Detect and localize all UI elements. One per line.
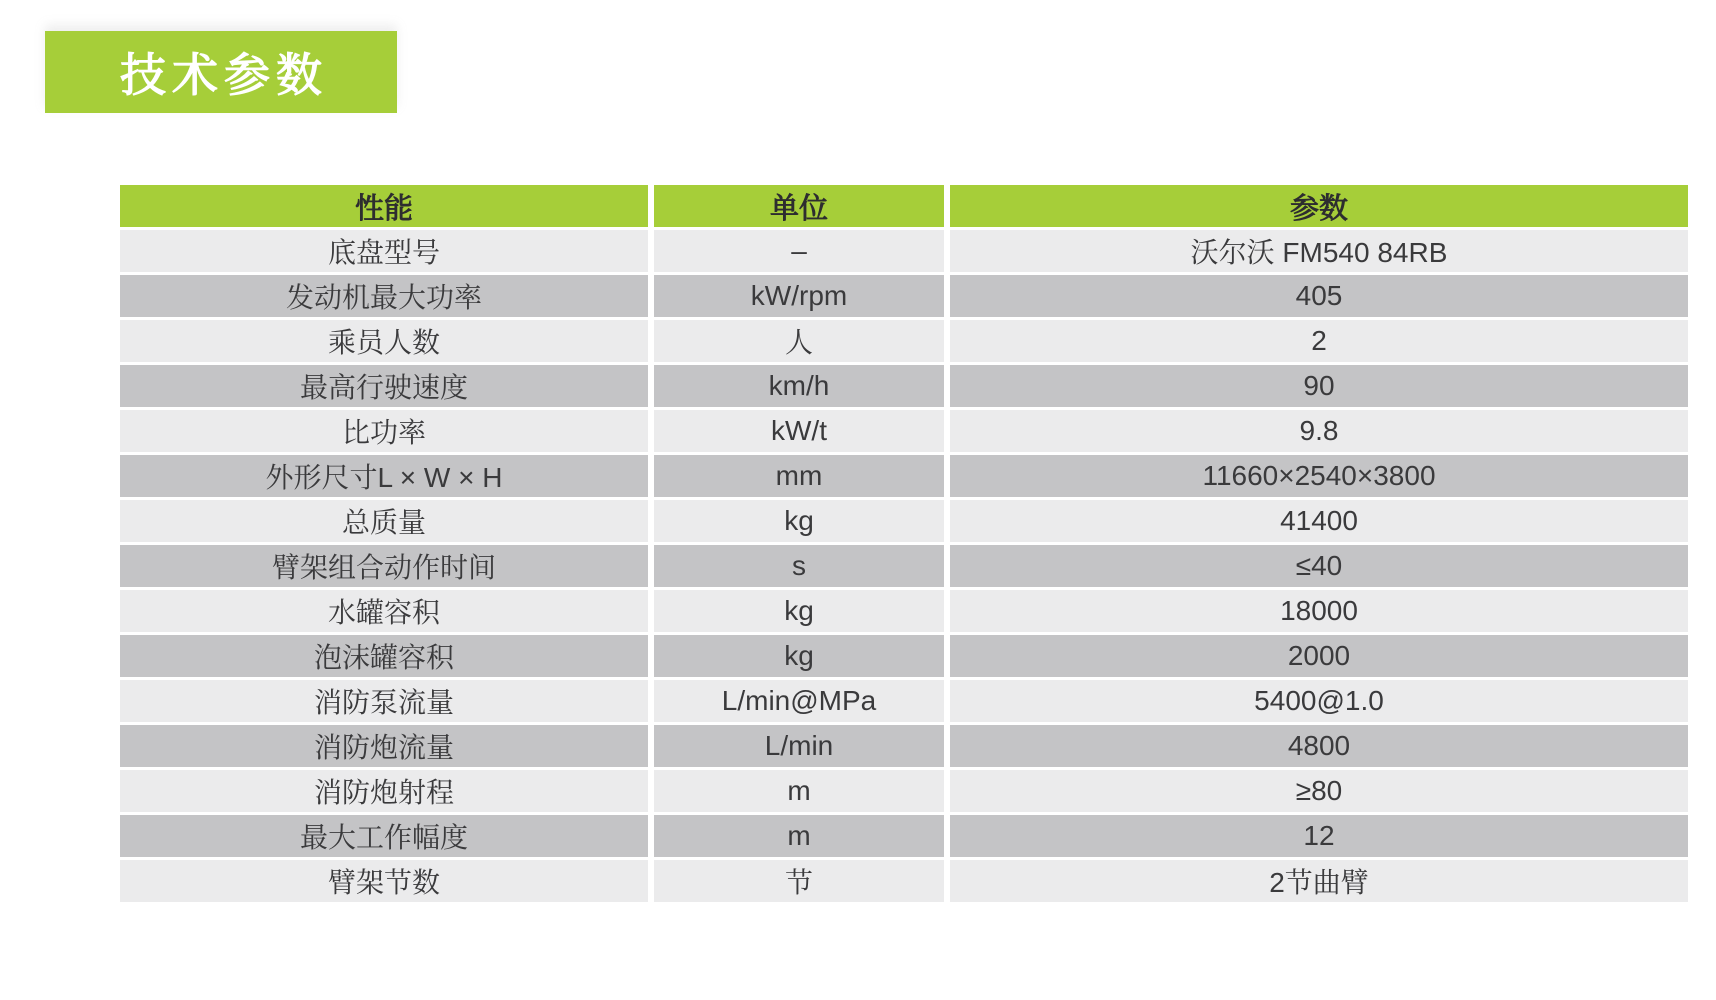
cell-performance: 消防泵流量: [120, 680, 654, 725]
cell-unit: kW/rpm: [654, 275, 950, 320]
cell-performance: 最大工作幅度: [120, 815, 654, 860]
cell-unit: kg: [654, 500, 950, 545]
column-header-performance: 性能: [120, 185, 654, 230]
table-row: [120, 455, 1688, 500]
cell-performance: 水罐容积: [120, 590, 654, 635]
cell-unit: 节: [654, 860, 950, 905]
table-row: [120, 815, 1688, 860]
cell-unit: 人: [654, 320, 950, 365]
spec-table-header: [120, 185, 1688, 230]
table-row: [120, 680, 1688, 725]
cell-performance: 乘员人数: [120, 320, 654, 365]
cell-parameter: 2000: [950, 635, 1688, 680]
cell-parameter: 405: [950, 275, 1688, 320]
cell-performance: 消防炮流量: [120, 725, 654, 770]
cell-parameter: ≥80: [950, 770, 1688, 815]
header-row: [120, 185, 1688, 230]
cell-parameter: 2节曲臂: [950, 860, 1688, 905]
table-row: [120, 725, 1688, 770]
cell-unit: kg: [654, 635, 950, 680]
spec-table: [120, 185, 1688, 905]
cell-unit: L/min: [654, 725, 950, 770]
cell-parameter: ≤40: [950, 545, 1688, 590]
cell-performance: 外形尺寸L × W × H: [120, 455, 654, 500]
cell-performance: 消防炮射程: [120, 770, 654, 815]
table-row: [120, 770, 1688, 815]
cell-unit: kg: [654, 590, 950, 635]
cell-unit: s: [654, 545, 950, 590]
cell-parameter: 18000: [950, 590, 1688, 635]
table-row: [120, 545, 1688, 590]
cell-parameter: 11660×2540×3800: [950, 455, 1688, 500]
table-row: [120, 635, 1688, 680]
cell-unit: –: [654, 230, 950, 275]
cell-performance: 底盘型号: [120, 230, 654, 275]
table-row: [120, 860, 1688, 905]
cell-unit: m: [654, 770, 950, 815]
cell-parameter: 沃尔沃 FM540 84RB: [950, 230, 1688, 275]
table-row: [120, 275, 1688, 320]
cell-parameter: 2: [950, 320, 1688, 365]
cell-performance: 发动机最大功率: [120, 275, 654, 320]
cell-parameter: 12: [950, 815, 1688, 860]
section-title-badge: [45, 31, 397, 113]
cell-unit: m: [654, 815, 950, 860]
cell-performance: 臂架组合动作时间: [120, 545, 654, 590]
table-row: [120, 320, 1688, 365]
table-row: [120, 500, 1688, 545]
cell-performance: 比功率: [120, 410, 654, 455]
cell-performance: 泡沫罐容积: [120, 635, 654, 680]
cell-unit: L/min@MPa: [654, 680, 950, 725]
cell-parameter: 4800: [950, 725, 1688, 770]
table-row: [120, 230, 1688, 275]
section-title: 技术参数: [120, 49, 328, 101]
column-header-parameter: 参数: [950, 185, 1688, 230]
spec-table-body: [120, 230, 1688, 905]
cell-performance: 臂架节数: [120, 860, 654, 905]
cell-parameter: 5400@1.0: [950, 680, 1688, 725]
table-row: [120, 410, 1688, 455]
cell-parameter: 41400: [950, 500, 1688, 545]
cell-performance: 最高行驶速度: [120, 365, 654, 410]
cell-parameter: 90: [950, 365, 1688, 410]
table-row: [120, 365, 1688, 410]
cell-unit: km/h: [654, 365, 950, 410]
cell-unit: kW/t: [654, 410, 950, 455]
table-row: [120, 590, 1688, 635]
cell-unit: mm: [654, 455, 950, 500]
cell-performance: 总质量: [120, 500, 654, 545]
cell-parameter: 9.8: [950, 410, 1688, 455]
column-header-unit: 单位: [654, 185, 950, 230]
